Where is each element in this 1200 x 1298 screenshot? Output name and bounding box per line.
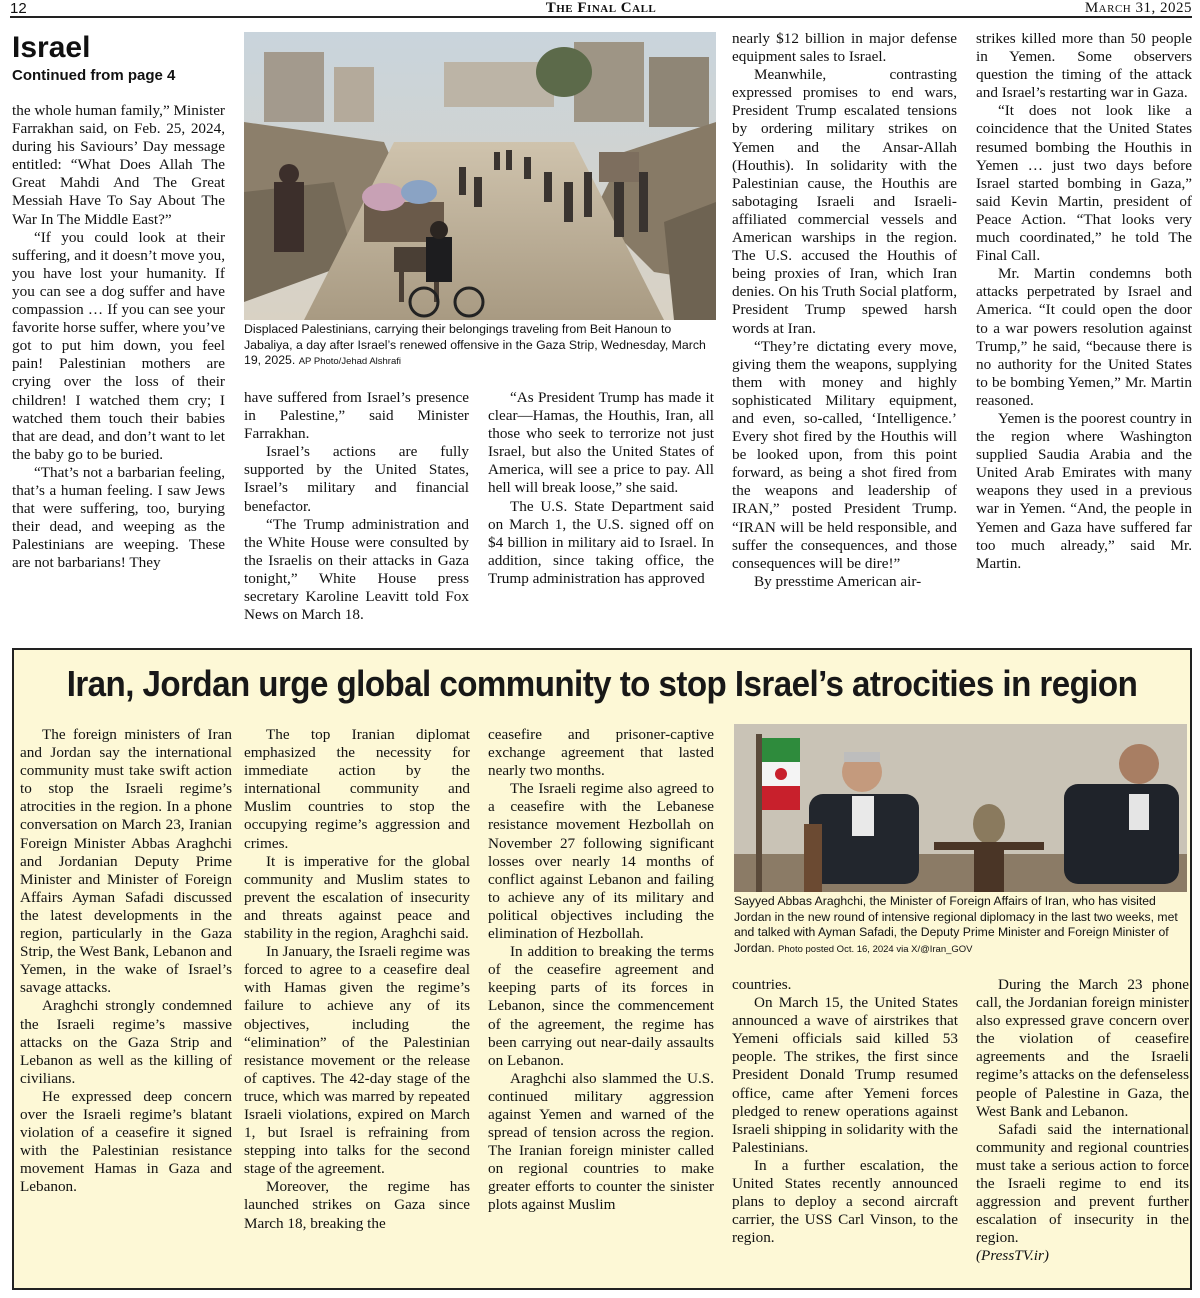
feature-column-1 — [20, 726, 232, 1286]
paragraph: “If you could look at their suffering, and it doesn’t move you, you have lost your humanity. If you can see a dog suffer and have compassion … If you can see your favorite horse suffer, where you’ve got to put him down, you feel pain! Palestinian mothers are crying over the loss of their children! I watched them cry; I watched them touch their babies that are dead, and don’t want to let the baby go to be buried. — [12, 228, 225, 463]
paragraph: “That’s not a barbarian feeling, that’s a human feeling. I saw Jews that were suffering, too, burying their dead, and weeping as the Palestinians are weeping. These are not barbarians! They — [12, 463, 225, 572]
photo-illustration — [734, 724, 1187, 892]
paper-name: The Final Call — [545, 0, 657, 16]
caption-text: Displaced Palestinians, carrying their belongings traveling from Beit Hanoun to Jabaliya, a day after Israel’s renewed offensive in the Gaza Strip, Wednesday, March 19, 2025. — [244, 322, 706, 367]
paragraph: “The Trump administration and the White House were consulted by the Israelis on their attacks in Gaza tonight,” White House press secretary Karoline Leavitt told Fox News on March 18. — [244, 515, 469, 624]
paragraph: the whole human family,” Minister Farrakhan said, on Feb. 25, 2024, during his Saviours’ Day message entitled: “What Does Allah The Great Mahdi And The Great Messiah Have To Say About The War In The Middle East?” — [12, 102, 225, 228]
paragraph: ceasefire and prisoner-captive exchange agreement that lasted nearly two months. — [488, 726, 714, 780]
photo-credit: AP Photo/Jehad Alshrafi — [298, 356, 402, 367]
article-column-5 — [976, 30, 1192, 642]
paragraph: Meanwhile, contrasting expressed promises to end wars, President Trump escalated tensions by ordering military strikes on Yemen and the Ansar-Allah (Houthis). In solidarity with the Palestinian cause, the Houthis are sabotaging Israeli and Israeli-affiliated commercial vessels and American warships in the region. The U.S. accused the Houthis of being proxies of Iran, which Iran denies. On his Truth Social platform, President Trump spewed harsh words at Iran. — [732, 66, 957, 337]
paragraph: Moreover, the regime has launched strikes on Gaza since March 18, breaking the — [244, 1178, 470, 1232]
article-column-1 — [12, 102, 225, 642]
paragraph: Mr. Martin condemns both attacks perpetrated by Israel and America. “It could open the door to a war powers resolution against Trump,” he said, “because there is no authority for the United States to be bombing Yemen,” Mr. Martin reasoned. — [976, 265, 1192, 409]
paragraph: On March 15, the United States announced a wave of airstrikes that Yemeni officials said killed 53 people. The strikes, the first since President Donald Trump resumed office, came after Yemeni forces pledged to renew operations against Israeli shipping in solidarity with the Palestinians. — [732, 994, 958, 1156]
paragraph: strikes killed more than 50 people in Yemen. Some observers question the timing of the attack and Israel’s restarting war in Gaza. — [976, 30, 1192, 102]
paragraph: nearly $12 billion in major defense equipment sales to Israel. — [732, 30, 957, 66]
feature-article-box — [12, 648, 1192, 1290]
photo-caption — [734, 894, 1189, 957]
paragraph: “As President Trump has made it clear—Hamas, the Houthis, Iran, all those who seek to terrorize not just Israel, but also the United States of America, will see a price to pay. All hell will break loose,” she said. — [488, 389, 714, 497]
feature-column-2 — [244, 726, 470, 1286]
paragraph: Araghchi also slammed the U.S. continued military aggression against Yemen and warned of the spread of tension across the region. The Iranian foreign minister called on regional countries to make greater efforts to counter the sinister plots against Muslim — [488, 1069, 714, 1214]
paragraph: Safadi said the international community and regional countries must take a serious action to force the Israeli regime to end its aggression and prevent further escalation of insecurity in the region. — [976, 1120, 1189, 1247]
page-number: 12 — [10, 0, 27, 17]
paragraph: In addition to breaking the terms of the ceasefire agreement and keeping parts of its forces in Lebanon, since the commencement of the agreement, the regime has been carrying out near-daily assaults on Lebanon. — [488, 943, 714, 1069]
gaza-displacement-photo — [244, 32, 716, 320]
paragraph: “They’re dictating every move, giving them the weapons, supplying them with money and highly sophisticated Military equipment, and even, so-called, ‘Intelligence.’ Every shot fired by the Houthis will be looked upon, from this point forward, as being a shot fired from the weapons and leadership of IRAN,” posted President Trump. “IRAN will be held responsible, and suffer the consequences, and those consequences will be dire!” — [732, 337, 957, 572]
article-kicker: Israel — [12, 31, 91, 64]
feature-column-3 — [488, 726, 714, 1286]
paragraph: By presstime American air- — [754, 572, 922, 590]
paragraph: The Israeli regime also agreed to a ceasefire with the Lebanese resistance movement Hezbollah on November 27 following significant losses over nearly 14 months of conflict against Lebanon and failing to achieve any of its military and political objectives including the elimination of Hezbollah. — [488, 780, 714, 943]
article-column-2 — [244, 389, 469, 642]
paragraph: It is imperative for the global community and Muslim states to prevent the escalation of insecurity and threats against peace and stability in the region, Araghchi said. — [244, 852, 470, 943]
photo-illustration — [244, 32, 716, 320]
feature-headline: Iran, Jordan urge global community to stop Israel’s atrocities in region — [66, 663, 1138, 704]
paragraph: countries. — [732, 976, 792, 993]
paragraph: The foreign ministers of Iran and Jordan say the international community must take swift action to stop the Israeli regime’s atrocities in the region. In a phone conversation on March 23, Iranian Foreign Minister Abbas Araghchi and Jordanian Deputy Prime Minister and Minister of Foreign Affairs Ayman Safadi discussed the latest developments in the region, particularly in the Gaza Strip, the West Bank, Lebanon and Yemen, in the wake of Israel’s savage attacks. — [20, 726, 232, 997]
paragraph: He expressed deep concern over the Israeli regime’s blatant violation of a ceasefire it signed with the Palestinian resistance movement Hamas in Gaza and Lebanon. — [20, 1087, 232, 1196]
paragraph: During the March 23 phone call, the Jordanian foreign minister also expressed grave concern over the violation of ceasefire agreements and the Israeli regime’s attacks on the defenseless people of Palestine in Gaza, the West Bank and Lebanon. — [976, 976, 1189, 1120]
feature-column-4 — [732, 976, 958, 1286]
issue-date: March 31, 2025 — [1084, 0, 1192, 16]
paragraph: Yemen is the poorest country in the region where Washington supplied Saudia Arabia and the United Arab Emirates with many weapons they used in a previous war in Yemen. “And, the people in Yemen and Gaza have suffered far too much already,” said Mr. Martin. — [976, 409, 1192, 572]
paragraph: “It does not look like a coincidence that the United States resumed bombing the Houthis in Yemen … just two days before Israel started bombing in Gaza,” said Kevin Martin, president of Peace Action. “That looks very much coordinated,” he told The Final Call. — [976, 102, 1192, 265]
photo-credit: Photo posted Oct. 16, 2024 via X/@Iran_GOV — [778, 943, 973, 955]
caption-text: Sayyed Abbas Araghchi, the Minister of Foreign Affairs of Iran, who has visited Jordan in the new round of intensive regional diplomacy in the last two weeks, met and talked with Ayman Safadi, the Deputy Prime Minister and Foreign Minister of Jordan. — [734, 894, 1178, 955]
paragraph: The U.S. State Department said on March 1, the U.S. signed off on $4 billion in military aid to Israel. In addition, since taking office, the Trump administration has approved — [488, 497, 714, 587]
article-column-3 — [488, 389, 714, 642]
photo-caption — [244, 322, 716, 370]
paragraph: The top Iranian diplomat emphasized the necessity for immediate action by the international community and Muslim countries to stop the occupying regime’s aggression and crimes. — [244, 726, 470, 852]
paragraph: Israel’s actions are fully supported by the United States, Israel’s military and financial benefactor. — [244, 443, 469, 515]
continued-line: Continued from page 4 — [12, 67, 176, 84]
ministers-meeting-photo — [734, 724, 1187, 892]
feature-column-5 — [976, 976, 1189, 1286]
paragraph: In a further escalation, the United States recently announced plans to deploy a second aircraft carrier, the USS Carl Vinson, to the region. — [732, 1156, 958, 1247]
article-column-4 — [732, 30, 957, 642]
paragraph: In January, the Israeli regime was forced to agree to a ceasefire deal with Hamas given the regime’s failure to achieve any of its objectives, including the “elimination” of the Palestinian resistance movement or the release of captives. The 42-day stage of the truce, which was marred by repeated Israeli violations, expired on March 1, but Israel is refraining from stepping into talks for the second stage of the agreement. — [244, 943, 470, 1178]
paragraph: Araghchi strongly condemned the Israeli regime’s massive attacks on the Gaza Strip and Lebanon as well as the killing of civilians. — [20, 997, 232, 1087]
source-credit: (PressTV.ir) — [976, 1247, 1049, 1265]
paragraph: have suffered from Israel’s presence in Palestine,” said Minister Farrakhan. — [244, 389, 469, 443]
masthead — [10, 0, 1192, 18]
